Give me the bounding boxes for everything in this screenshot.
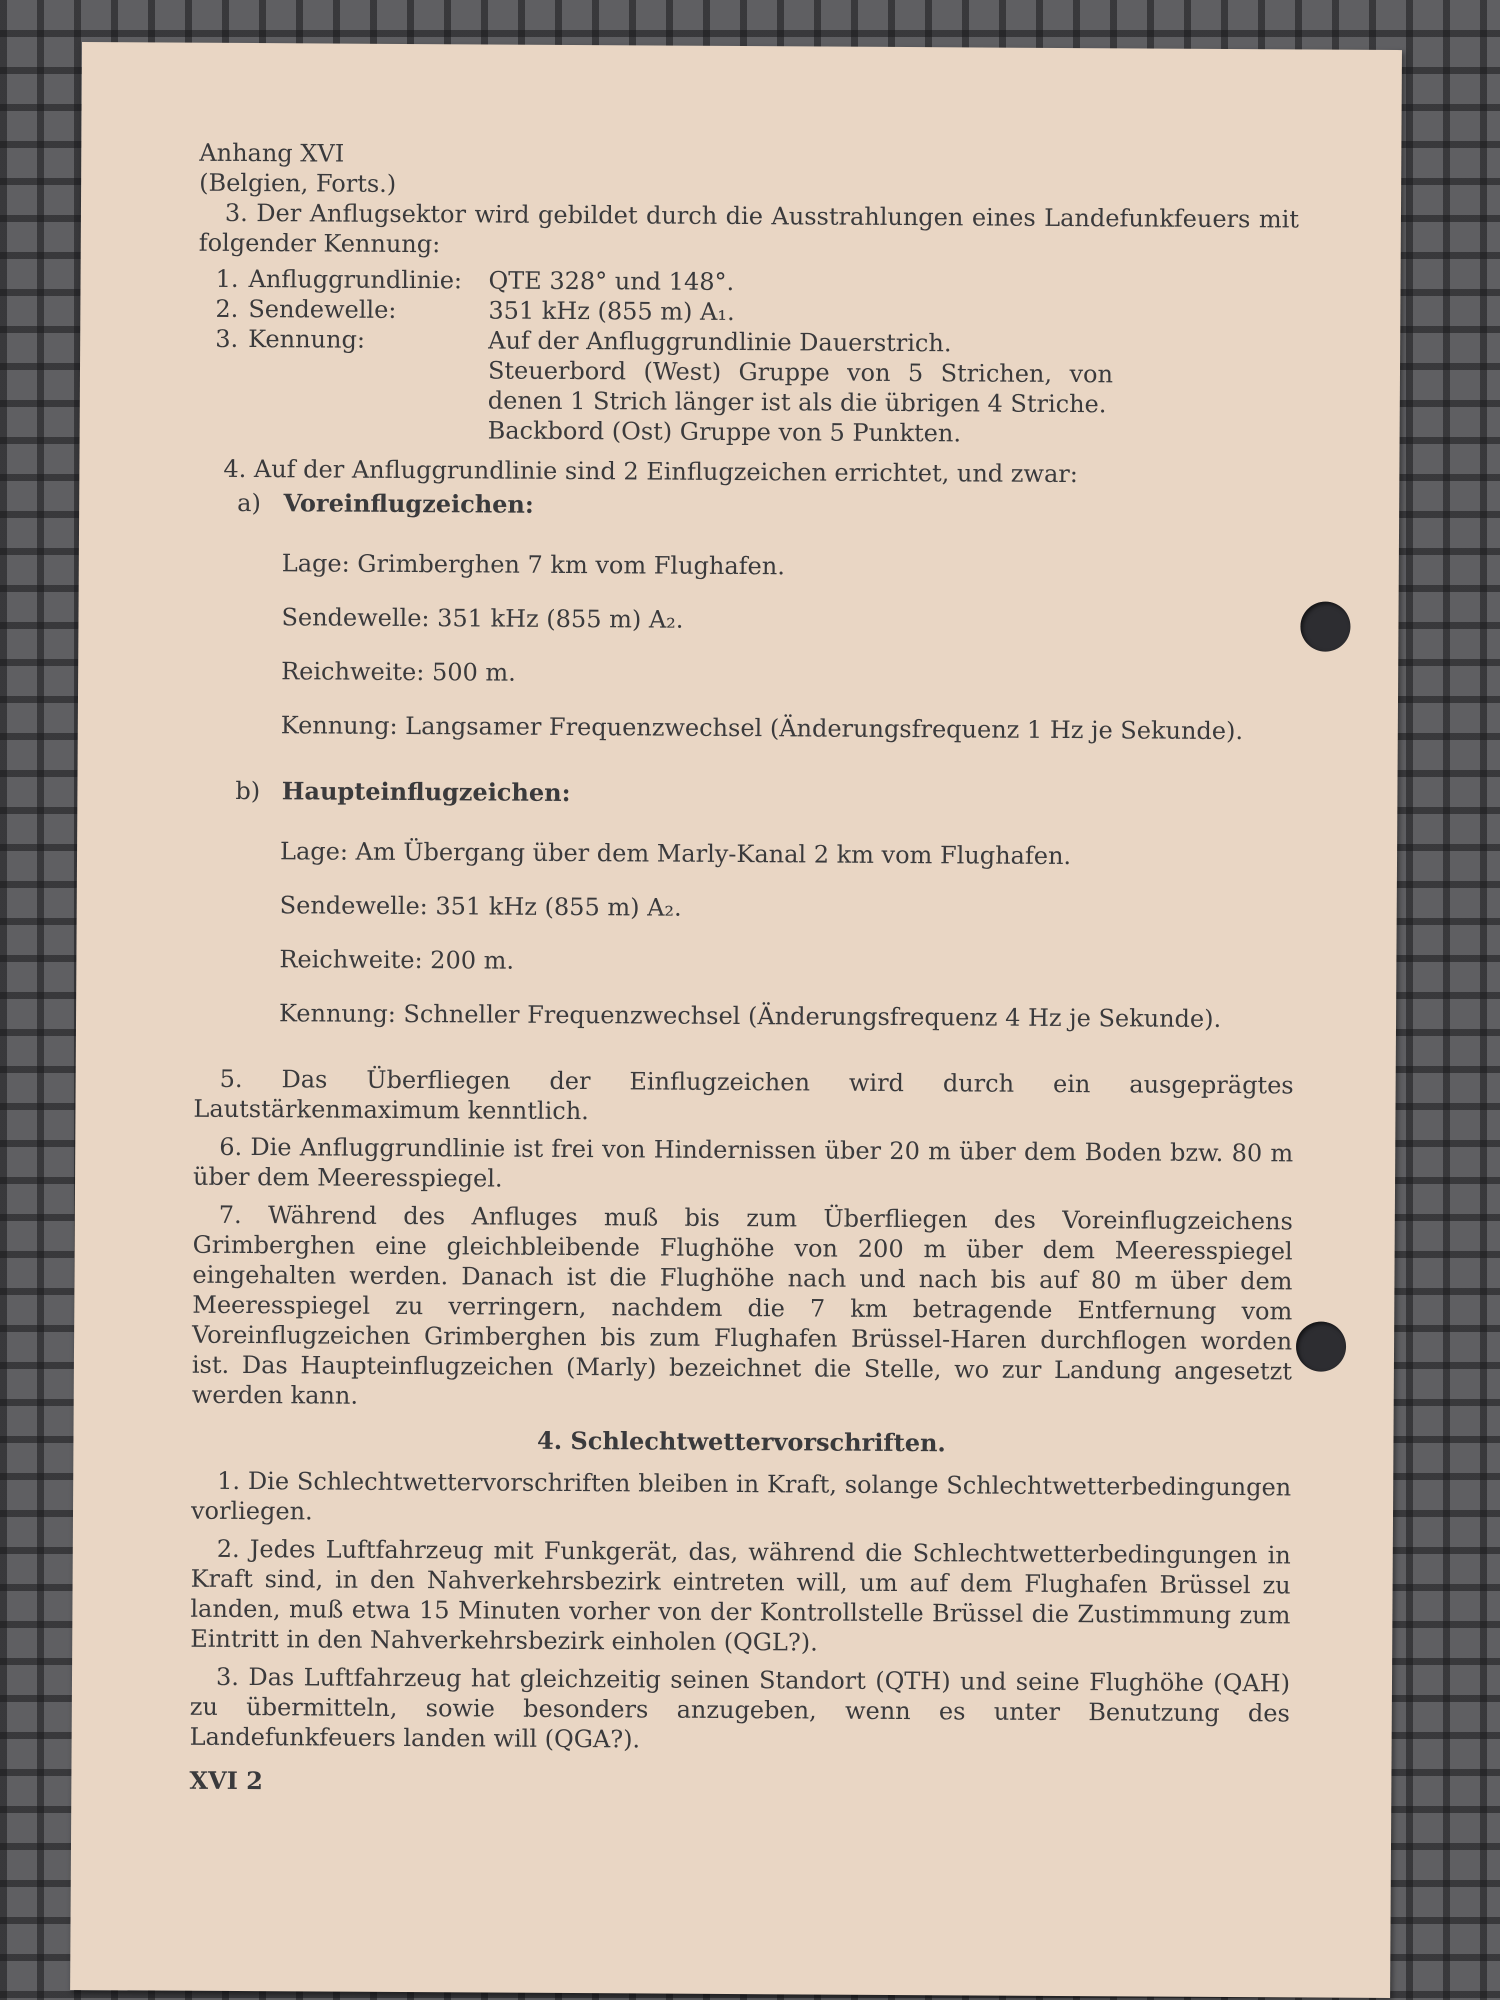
paragraph-5: 5. Das Überfliegen der Einflugzeichen wird durch ein ausgeprägtes Lautstärkenmaximum kenntlich. <box>193 1064 1294 1126</box>
starboard-signal: Steuerbord (West) Gruppe von 5 Strichen, von denen 1 Strich länger ist als die übrigen 4 Striche. <box>487 356 1114 419</box>
port-signal: Backbord (Ost) Gruppe von 5 Punkten. <box>487 416 962 448</box>
paragraph-7: 7. Während des Anfluges muß bis zum Überfliegen des Voreinflugzeichens Grimberghen eine gleichbleibende Flughöhe von 200 m über dem Meeresspiegel eingehalten werden. Danach ist die Flughöhe nach und nach bis auf 80 m über dem Meeresspiegel zu verringern, nachdem die 7 km betragende Entfernung vom Voreinflugzeichen Grimberghen bis zum Flughafen Brüssel-Haren durchflogen worden ist. Das Haupteinflugzeichen (Marly) bezeichnet die Stelle, wo zur Landung angesetzt werden kann. <box>191 1200 1293 1410</box>
marker-letter: b) <box>235 776 261 806</box>
spec-number: 3. <box>215 324 239 353</box>
spec-value: 351 kHz (855 m) A₁. <box>488 296 735 326</box>
paragraph-4: 4. Auf der Anfluggrundlinie sind 2 Einflugzeichen errichtet, und zwar: <box>223 454 1078 489</box>
page-content <box>189 138 1299 1827</box>
punch-hole <box>1296 1321 1346 1371</box>
marker-location: Lage: Am Übergang über dem Marly-Kanal 2 km vom Flughafen. <box>279 837 1072 871</box>
marker-range: Reichweite: 500 m. <box>281 657 516 687</box>
paragraph-6: 6. Die Anfluggrundlinie ist frei von Hindernissen über 20 m über dem Boden bzw. 80 m über dem Meeresspiegel. <box>192 1132 1294 1193</box>
punch-hole <box>1300 601 1350 651</box>
spec-number: 2. <box>215 294 239 323</box>
marker-title: Haupteinflugzeichen: <box>281 776 571 807</box>
spec-label: Kennung: <box>248 325 366 354</box>
marker-frequency: Sendewelle: 351 kHz (855 m) A₂. <box>279 891 682 922</box>
spec-continuation <box>198 354 1298 421</box>
annex-title: Anhang XVI <box>199 138 345 168</box>
marker-identification: Kennung: Schneller Frequenzwechsel (Änderungsfrequenz 4 Hz je Sekunde). <box>278 999 1222 1033</box>
marker-title: Voreinflugzeichen: <box>283 488 534 519</box>
section-paragraph-3: 3. Das Luftfahrzeug hat gleichzeitig seinen Standort (QTH) und seine Flughöhe (QAH) zu übermitteln, sowie besonders anzugeben, wenn es unter Benutzung des Landefunkfeuers landen will (QGA?). <box>189 1662 1291 1754</box>
spec-label: Sendewelle: <box>248 295 397 324</box>
marker-frequency: Sendewelle: 351 kHz (855 m) A₂. <box>281 603 684 634</box>
paragraph-3: 3. Der Anflugsektor wird gebildet durch die Ausstrahlungen eines Landefunkfeuers mit folgender Kennung: <box>198 198 1300 259</box>
section-paragraph-1: 1. Die Schlechtwettervorschriften bleiben in Kraft, solange Schlechtwetterbedingungen vorliegen. <box>190 1466 1292 1526</box>
marker-identification: Kennung: Langsamer Frequenzwechsel (Änderungsfrequenz 1 Hz je Sekunde). <box>280 711 1244 746</box>
annex-subtitle: (Belgien, Forts.) <box>199 168 397 198</box>
marker-location: Lage: Grimberghen 7 km vom Flughafen. <box>281 549 785 581</box>
spec-value: QTE 328° und 148°. <box>488 266 735 296</box>
document-page <box>70 42 1402 1998</box>
spec-number: 1. <box>215 264 239 293</box>
section-paragraph-2: 2. Jedes Luftfahrzeug mit Funkgerät, das, während die Schlechtwetterbedingungen in Kraft sind, in den Nahverkehrsbezirk eintreten will, um auf dem Flughafen Brüssel zu landen, muß etwa 15 Minuten vorher von der Kontrollstelle Brüssel die Zustimmung zum Eintritt in den Nahverkehrsbezirk einholen (QGL?). <box>190 1534 1291 1657</box>
spec-label: Anfluggrundlinie: <box>248 265 463 295</box>
section-heading: 4. Schlechtwettervorschriften. <box>536 1425 946 1458</box>
spec-value: Auf der Anfluggrundlinie Dauerstrich. <box>488 326 952 358</box>
marker-letter: a) <box>237 488 261 518</box>
marker-range: Reichweite: 200 m. <box>279 945 515 975</box>
page-number: XVI 2 <box>189 1765 264 1796</box>
